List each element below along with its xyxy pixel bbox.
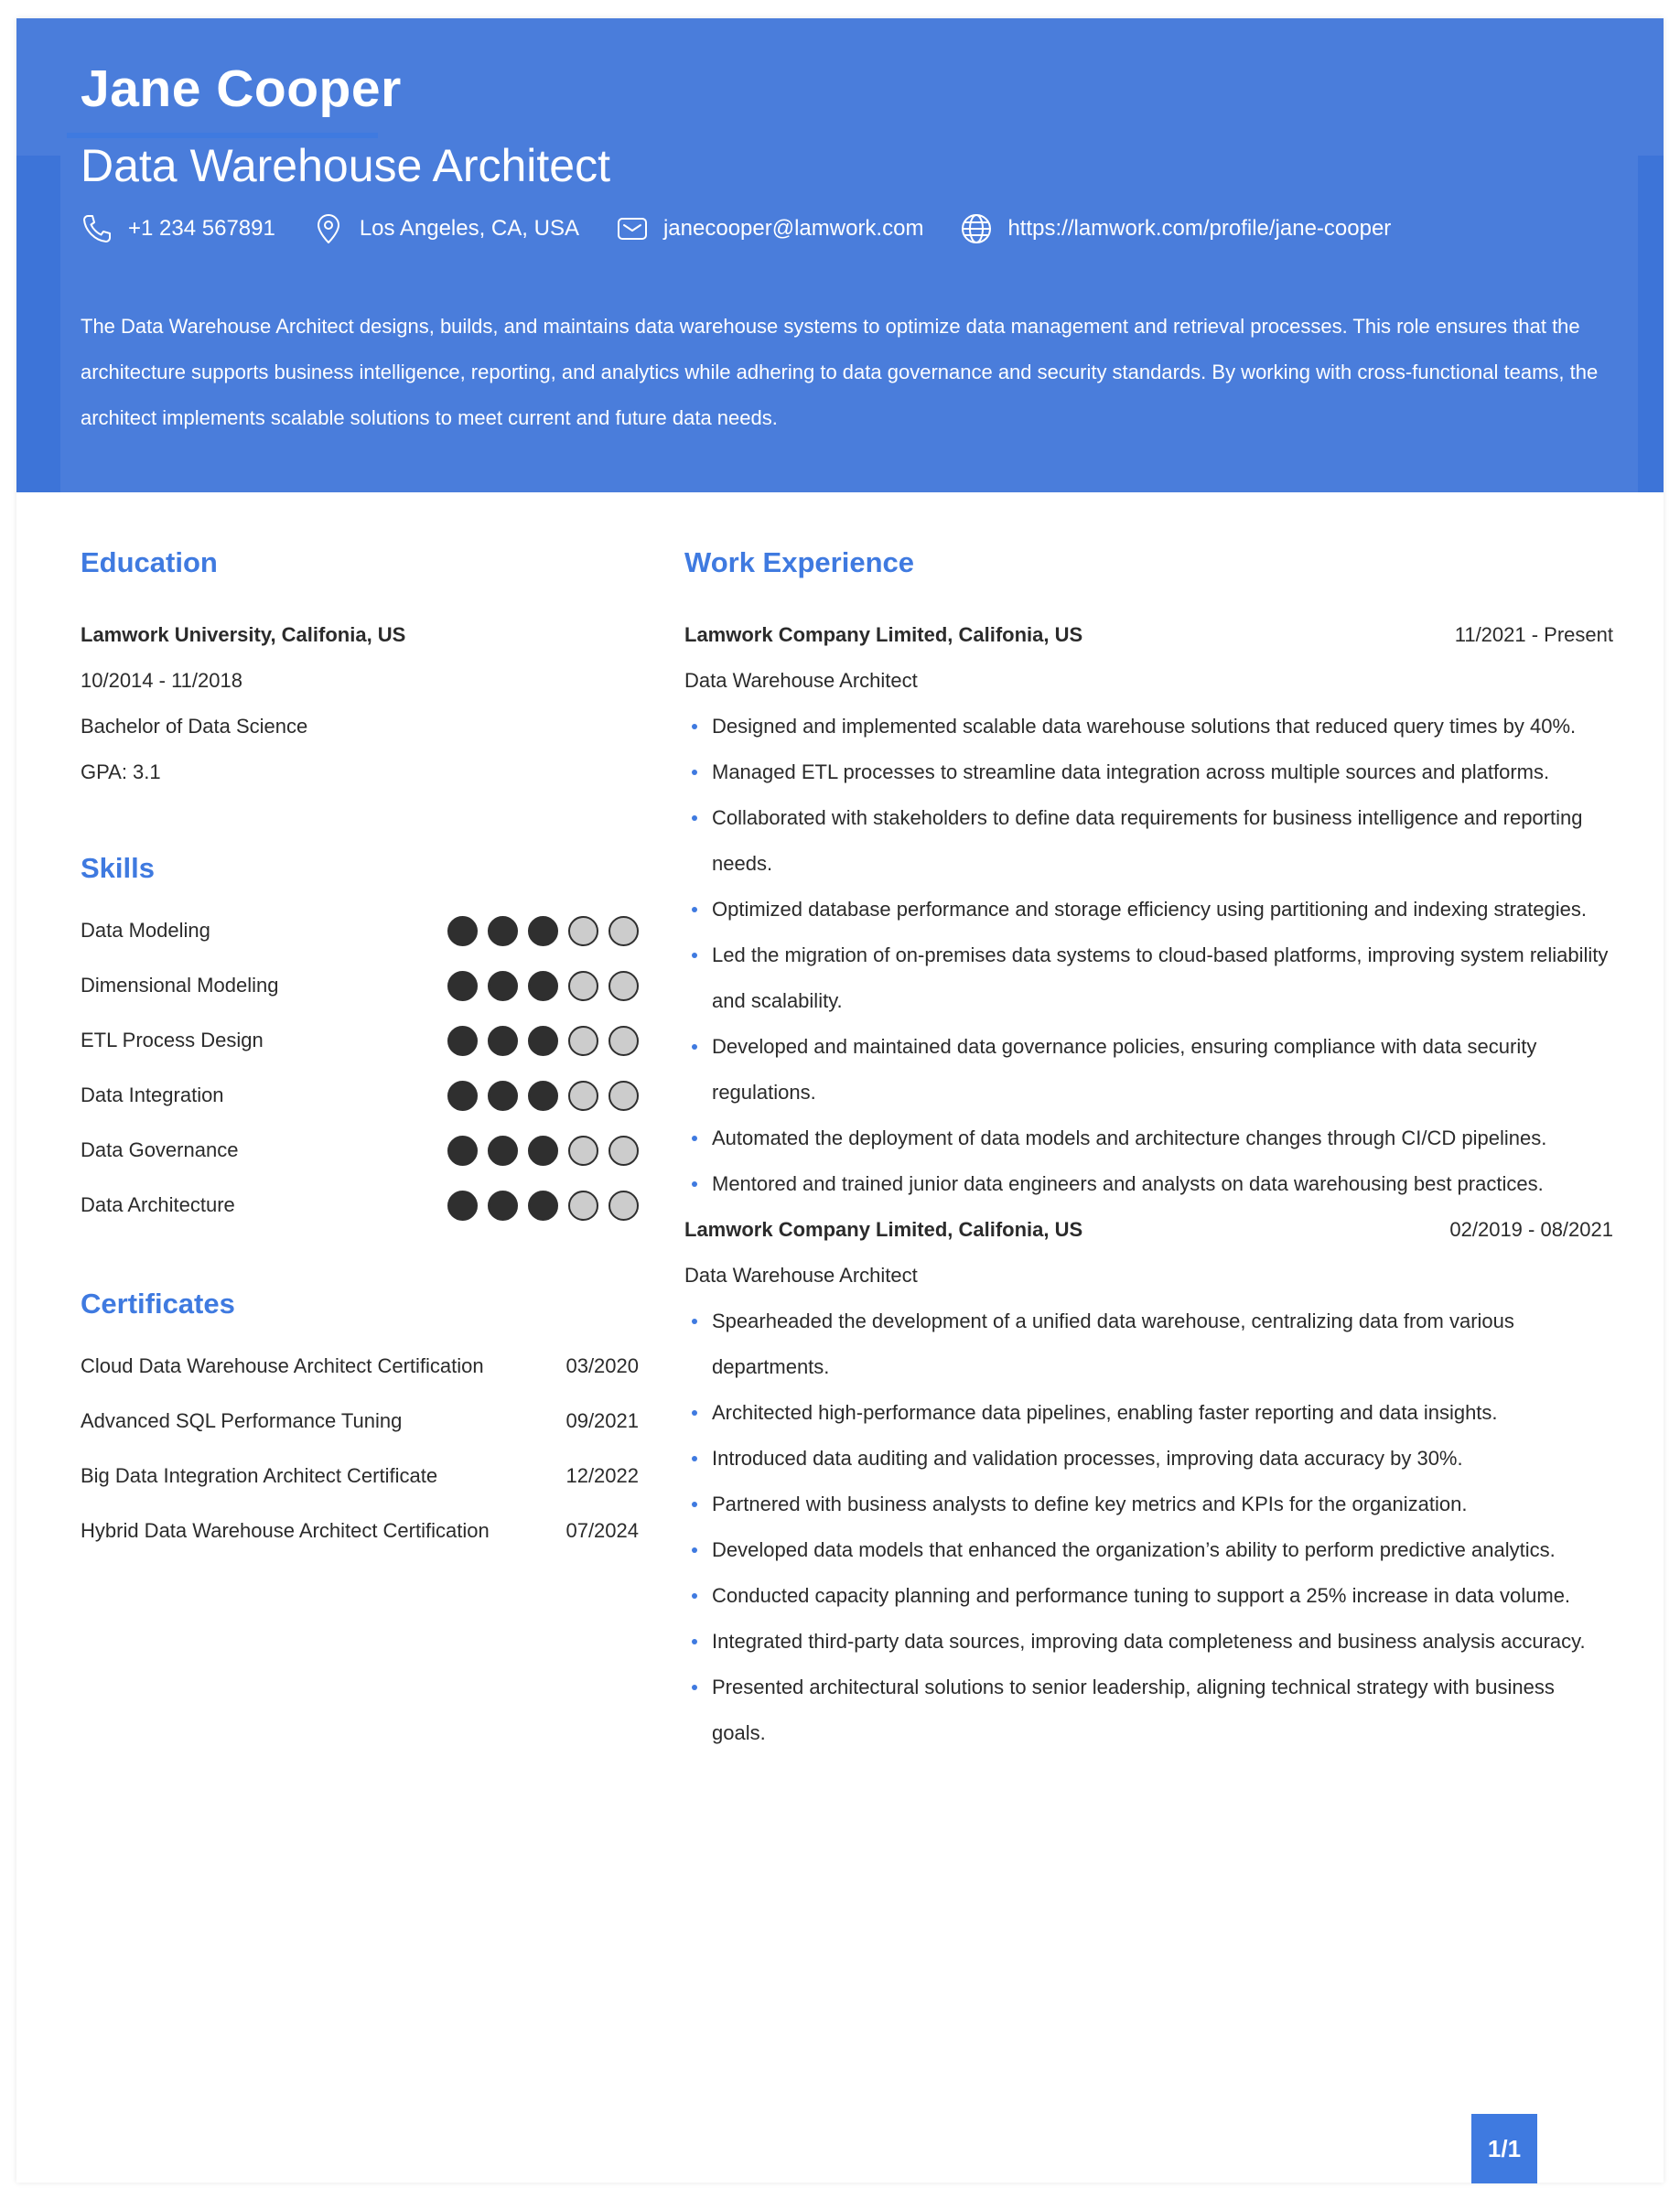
rating-dot-empty <box>608 1191 639 1221</box>
rating-dot-filled <box>447 971 478 1001</box>
certificate-row <box>81 1339 639 1394</box>
education-heading: Education <box>81 546 218 578</box>
phone-icon <box>81 212 113 245</box>
certificate-date: 07/2024 <box>565 1519 639 1542</box>
education-dates: 10/2014 - 11/2018 <box>81 669 242 692</box>
job-bullets <box>684 704 1613 1207</box>
rating-dot-empty <box>568 1026 598 1056</box>
job-role: Data Warehouse Architect <box>684 669 918 692</box>
rating-dot-empty <box>568 1136 598 1166</box>
job-company: Lamwork Company Limited, Califonia, US <box>684 623 1083 646</box>
certificate-row <box>81 1504 639 1558</box>
job-bullet: Architected high-performance data pipelines, enabling faster reporting and data insights. <box>684 1390 1613 1436</box>
rating-dot-filled <box>528 1026 558 1056</box>
job-entry <box>684 612 1613 1207</box>
skill-name: ETL Process Design <box>81 1029 264 1051</box>
skill-rating <box>437 1136 639 1166</box>
job-bullet: Mentored and trained junior data engineers and analysts on data warehousing best practices. <box>684 1161 1613 1207</box>
skill-row <box>81 1068 639 1123</box>
skill-name: Data Architecture <box>81 1193 235 1216</box>
job-bullet: Introduced data auditing and validation processes, improving data accuracy by 30%. <box>684 1436 1613 1482</box>
contact-location[interactable] <box>312 212 579 245</box>
email-text: janecooper@lamwork.com <box>662 216 924 241</box>
job-role: Data Warehouse Architect <box>684 1264 918 1287</box>
job-dates: 02/2019 - 08/2021 <box>1449 1218 1613 1241</box>
job-header <box>684 1207 1613 1253</box>
candidate-title: Data Warehouse Architect <box>81 140 610 191</box>
job-bullet: Led the migration of on-premises data systems to cloud-based platforms, improving system reliability and scalability. <box>684 932 1613 1024</box>
rating-dot-filled <box>488 1081 518 1111</box>
left-column <box>81 546 639 1558</box>
job-bullet: Managed ETL processes to streamline data integration across multiple sources and platforms. <box>684 749 1613 795</box>
rating-dot-empty <box>608 1026 639 1056</box>
job-company: Lamwork Company Limited, Califonia, US <box>684 1218 1083 1241</box>
certificate-name: Big Data Integration Architect Certificate <box>81 1464 438 1487</box>
contact-email[interactable] <box>616 212 923 245</box>
profile-summary: The Data Warehouse Architect designs, builds, and maintains data warehouse systems to optimize data management and retrieval processes. This role ensures that the architecture supports business intelligence, reporting, and analytics while adhering to data governance and security standards. By working with cross-functional teams, the architect implements scalable solutions to meet current and future data needs. <box>81 315 1599 429</box>
rating-dot-empty <box>568 1081 598 1111</box>
rating-dot-filled <box>488 1136 518 1166</box>
rating-dot-filled <box>528 1081 558 1111</box>
work-heading: Work Experience <box>684 546 914 578</box>
certificate-row <box>81 1394 639 1449</box>
rating-dot-empty <box>568 1191 598 1221</box>
contact-bar <box>81 212 1427 245</box>
certificate-name: Cloud Data Warehouse Architect Certification <box>81 1354 484 1377</box>
contact-website[interactable] <box>960 212 1391 245</box>
certificate-date: 09/2021 <box>565 1409 639 1432</box>
job-bullet: Optimized database performance and storage efficiency using partitioning and indexing strategies. <box>684 887 1613 932</box>
job-bullet: Presented architectural solutions to senior leadership, aligning technical strategy with business goals. <box>684 1665 1613 1756</box>
skill-rating <box>437 1026 639 1056</box>
job-bullet: Conducted capacity planning and performance tuning to support a 25% increase in data volume. <box>684 1573 1613 1619</box>
rating-dot-filled <box>488 916 518 946</box>
rating-dot-empty <box>608 1081 639 1111</box>
rating-dot-filled <box>447 1191 478 1221</box>
education-school: Lamwork University, Califonia, US <box>81 623 406 646</box>
rating-dot-filled <box>528 971 558 1001</box>
job-bullet: Collaborated with stakeholders to define data requirements for business intelligence and reporting needs. <box>684 795 1613 887</box>
job-bullet: Partnered with business analysts to define key metrics and KPIs for the organization. <box>684 1482 1613 1527</box>
certificate-date: 12/2022 <box>565 1464 639 1487</box>
skill-name: Data Integration <box>81 1083 224 1106</box>
page-indicator[interactable]: 1/1 <box>1471 2114 1537 2183</box>
job-dates: 11/2021 - Present <box>1454 623 1613 646</box>
skill-row <box>81 1178 639 1233</box>
right-column <box>684 546 1613 1756</box>
job-bullet: Automated the deployment of data models and architecture changes through CI/CD pipelines. <box>684 1116 1613 1161</box>
job-bullet: Designed and implemented scalable data warehouse solutions that reduced query times by 40%. <box>684 704 1613 749</box>
job-header <box>684 612 1613 658</box>
name-underline <box>67 133 378 138</box>
page-indicator-wrap <box>1487 2114 1601 2183</box>
job-bullet: Spearheaded the development of a unified data warehouse, centralizing data from various departments. <box>684 1299 1613 1390</box>
globe-icon <box>960 212 993 245</box>
certificates-list <box>81 1339 639 1558</box>
skill-row <box>81 958 639 1013</box>
rating-dot-filled <box>528 1136 558 1166</box>
header-right-strip <box>1638 156 1664 492</box>
skill-rating <box>437 916 639 946</box>
skill-rating <box>437 1191 639 1221</box>
certificate-row <box>81 1449 639 1504</box>
job-bullet: Developed data models that enhanced the organization’s ability to perform predictive analytics. <box>684 1527 1613 1573</box>
job-bullet: Integrated third-party data sources, improving data completeness and business analysis accuracy. <box>684 1619 1613 1665</box>
job-bullets <box>684 1299 1613 1756</box>
skill-rating <box>437 971 639 1001</box>
candidate-name: Jane Cooper <box>81 59 402 118</box>
rating-dot-filled <box>528 1191 558 1221</box>
education-gpa: GPA: 3.1 <box>81 760 161 783</box>
education-degree: Bachelor of Data Science <box>81 715 308 738</box>
header-left-strip <box>16 156 60 492</box>
rating-dot-empty <box>568 916 598 946</box>
rating-dot-filled <box>447 1136 478 1166</box>
location-text: Los Angeles, CA, USA <box>359 216 579 241</box>
certificates-heading: Certificates <box>81 1288 235 1320</box>
skill-name: Data Modeling <box>81 919 210 942</box>
job-entry <box>684 1207 1613 1756</box>
skill-name: Dimensional Modeling <box>81 974 279 997</box>
rating-dot-empty <box>608 1136 639 1166</box>
rating-dot-filled <box>488 1191 518 1221</box>
rating-dot-empty <box>608 971 639 1001</box>
certificate-name: Advanced SQL Performance Tuning <box>81 1409 403 1432</box>
job-bullet: Developed and maintained data governance policies, ensuring compliance with data security regulations. <box>684 1024 1613 1116</box>
website-text: https://lamwork.com/profile/jane-cooper <box>1007 216 1392 241</box>
rating-dot-filled <box>528 916 558 946</box>
rating-dot-filled <box>447 916 478 946</box>
skill-rating <box>437 1081 639 1111</box>
skill-row <box>81 1123 639 1178</box>
resume-header <box>16 18 1664 492</box>
rating-dot-filled <box>447 1026 478 1056</box>
skills-heading: Skills <box>81 852 155 884</box>
rating-dot-empty <box>608 916 639 946</box>
phone-text: +1 234 567891 <box>128 216 275 241</box>
skills-list <box>81 903 639 1233</box>
rating-dot-empty <box>568 971 598 1001</box>
certificate-name: Hybrid Data Warehouse Architect Certification <box>81 1519 490 1542</box>
certificate-date: 03/2020 <box>565 1354 639 1377</box>
resume-page <box>16 18 1664 2183</box>
rating-dot-filled <box>447 1081 478 1111</box>
skill-name: Data Governance <box>81 1138 239 1161</box>
rating-dot-filled <box>488 1026 518 1056</box>
skill-row <box>81 903 639 958</box>
location-pin-icon <box>312 212 345 245</box>
rating-dot-filled <box>488 971 518 1001</box>
jobs-list <box>684 612 1613 1756</box>
skill-row <box>81 1013 639 1068</box>
contact-phone[interactable] <box>81 212 275 245</box>
email-icon <box>616 212 649 245</box>
